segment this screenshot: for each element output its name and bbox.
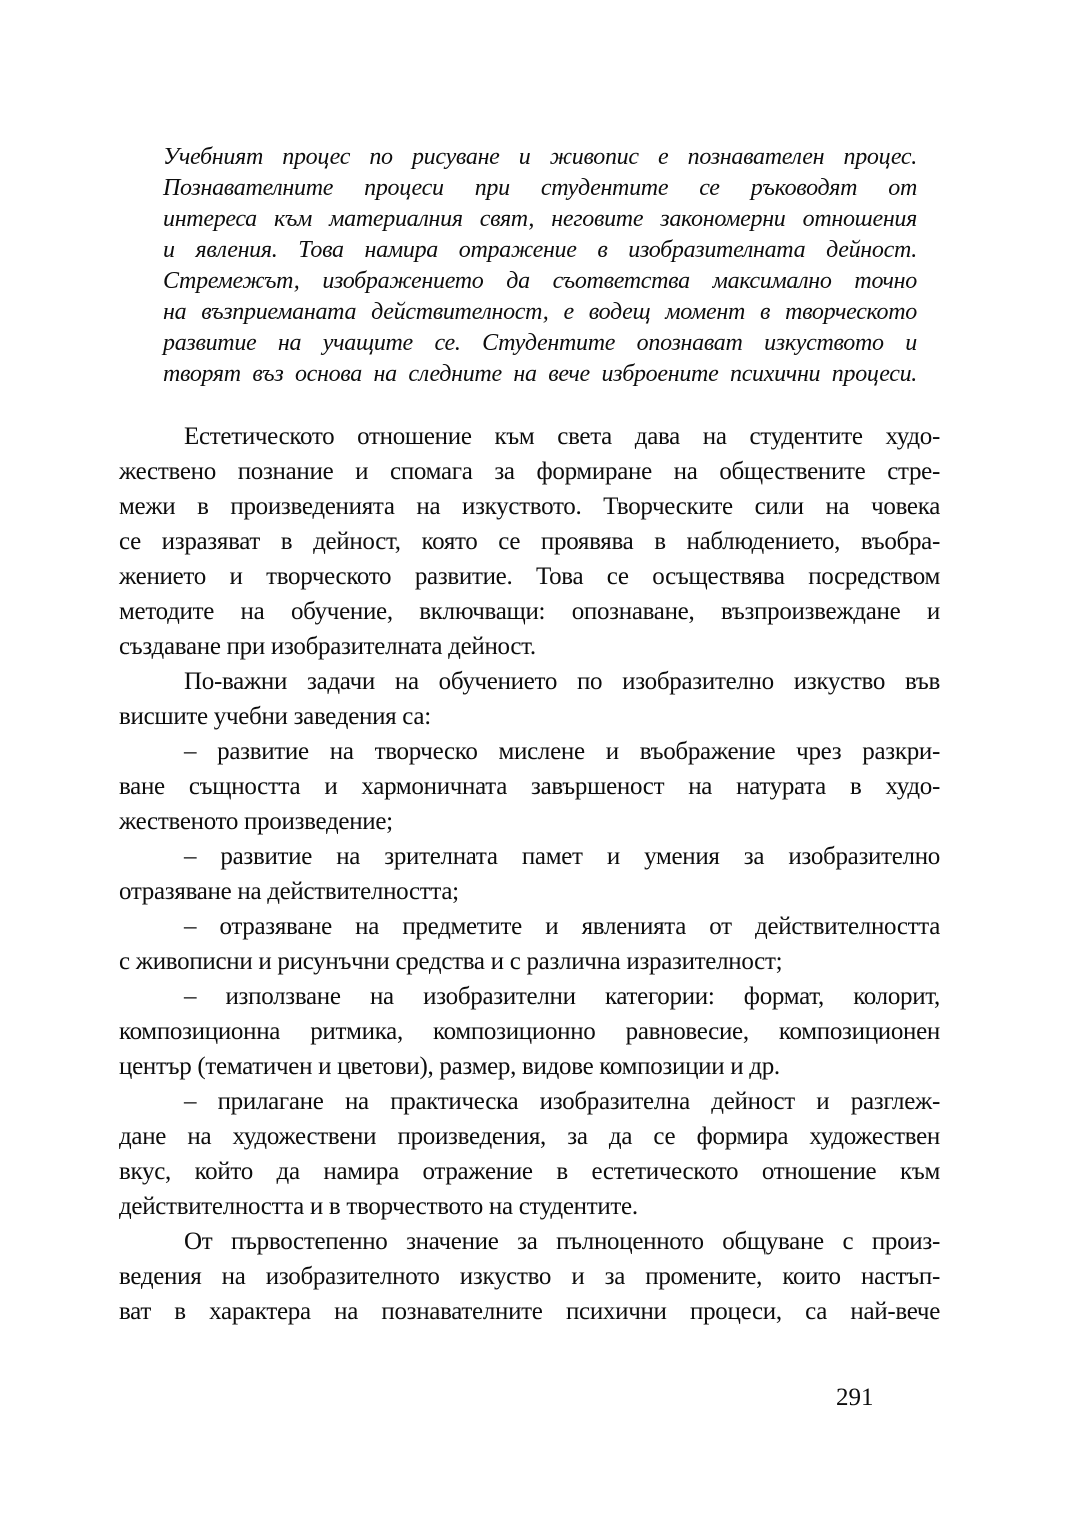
body-line: – развитие на зрителната памет и умения за изобразително <box>184 843 940 870</box>
body-line: – развитие на творческо мислене и въображение чрез разкри- <box>184 738 940 765</box>
quote-line: Стремежът, изображението да съответства максимално точно <box>163 268 917 294</box>
body-line: межи в произведенията на изкуството. Творческите сили на човека <box>119 493 940 520</box>
quote-line: Учебният процес по рисуване и живопис е познавателен процес. <box>163 144 917 170</box>
body-line: висшите учебни заведения са: <box>119 703 431 730</box>
body-line: Естетическото отношение към света дава на студентите худо- <box>184 423 940 450</box>
paragraph <box>119 839 940 909</box>
paragraph <box>119 1224 940 1329</box>
body-line: методите на обучение, включващи: опознаване, възпроизвеждане и <box>119 598 940 625</box>
quote-line: развитие на учащите се. Студентите опознават изкуството и <box>163 330 917 356</box>
paragraph <box>119 979 940 1084</box>
body-line: се изразяват в дейност, която се проявява в наблюдението, въобра- <box>119 528 940 555</box>
body-line: От първостепенно значение за пълноценното общуване с произ- <box>184 1228 940 1255</box>
body-line: композиционна ритмика, композиционно равновесие, композиционен <box>119 1018 940 1045</box>
body-line: жествено познание и спомага за формиране на обществените стре- <box>119 458 940 485</box>
body-line: отразяване на действителността; <box>119 878 459 905</box>
body-line: вкус, който да намира отражение в естетическото отношение към <box>119 1158 940 1185</box>
quote-line: творят въз основа на следните на вече изброените психични процеси. <box>163 361 917 387</box>
paragraph <box>119 734 940 839</box>
body-text <box>119 419 940 1329</box>
body-line: създаване при изобразителната дейност. <box>119 633 536 660</box>
quote-line: и явления. Това намира отражение в изобразителната дейност. <box>163 237 917 263</box>
quote-line: на възприеманата действителност, е водещ момент в творческото <box>163 299 917 325</box>
quote-block <box>163 142 917 390</box>
body-line: център (тематичен и цветови), размер, видове композиции и др. <box>119 1053 780 1080</box>
body-line: дане на художествени произведения, за да се формира художествен <box>119 1123 940 1150</box>
body-line: – отразяване на предметите и явленията от действителността <box>184 913 940 940</box>
body-line: жението и творческото развитие. Това се осъществява посредством <box>119 563 940 590</box>
body-line: ват в характера на познавателните психични процеси, са най-вече <box>119 1298 940 1325</box>
paragraph <box>119 664 940 734</box>
body-line: ване същността и хармоничната завършеност на натурата в худо- <box>119 773 940 800</box>
body-line: – прилагане на практическа изобразителна дейност и разглеж- <box>184 1088 940 1115</box>
body-line: с живописни и рисунъчни средства и с различна изразителност; <box>119 948 783 975</box>
body-line: действителността и в творчеството на студентите. <box>119 1193 638 1220</box>
body-line: жественото произведение; <box>119 808 393 835</box>
body-line: ведения на изобразителното изкуство и за промените, които настъп- <box>119 1263 940 1290</box>
body-line: По-важни задачи на обучението по изобразително изкуство във <box>184 668 940 695</box>
quote-line: Познавателните процеси при студентите се ръководят от <box>163 175 917 201</box>
paragraph <box>119 909 940 979</box>
quote-line: интереса към материалния свят, неговите закономерни отношения <box>163 206 917 232</box>
paragraph <box>119 419 940 664</box>
paragraph <box>119 1084 940 1224</box>
page-number: 291 <box>836 1384 874 1411</box>
body-line: – използване на изобразителни категории: формат, колорит, <box>184 983 940 1010</box>
